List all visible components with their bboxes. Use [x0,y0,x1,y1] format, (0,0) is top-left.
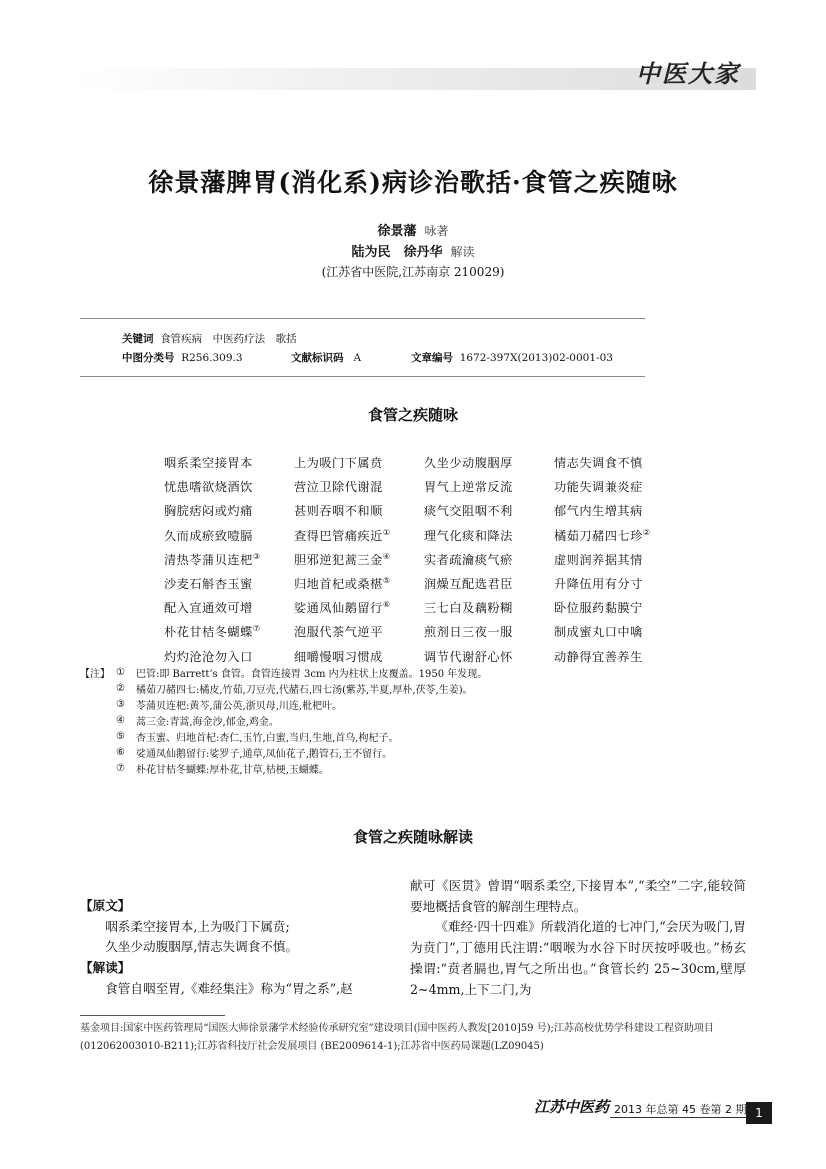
poem-verse: 润燥互配选君臣 [424,576,513,591]
poem-verse: 卧位服药黏膜宁 [554,601,643,616]
note-number: ⑤ [116,730,125,742]
footnote-marker: ③ [252,551,261,561]
poem-verse: 情志失调食不慎 [554,456,643,470]
note-number: ⑥ [116,746,125,758]
poem-verse: 功能失调兼炎症 [554,480,643,495]
poem-row [164,623,684,647]
poem-verse: 咽系柔空接胃本 [164,456,253,470]
poem-verse: 久而成瘀致噎膈 [164,528,253,543]
poem-verse: 胸脘痞闷或灼痛 [164,504,253,519]
footnote-marker: ① [382,527,391,537]
poem-verse: 调节代谢舒心怀 [424,649,513,664]
poem-verse: 胆邪逆犯蒿三金④ [294,551,391,567]
page-number: 1 [746,1102,772,1124]
body-paragraph: 《难经·四十四难》所载消化道的七冲门,“会厌为吸门,胃为贲门”,丁德用氏注谓:“咽喉为水谷下时厌按呼吸也。”杨玄操谓:“贲者膈也,胃气之所出也。”食管长约 25~30cm,壁厚 2~4mm,上下二门,为 [410,919,746,997]
keywords-label: 关键词 [122,333,154,345]
clc-label: 中图分类号 [122,352,175,364]
note-text: 巴管:即 Barrett’s 食管。食管连接胃 3cm 内为柱状上皮覆盖。1950 年发现。 [136,668,488,680]
poem-verse: 上为吸门下属贲 [294,456,383,470]
poem-block [164,454,684,672]
poem-verse: 朴花甘桔冬蝴蝶⑦ [164,624,261,640]
original-text-heading: 【原文】 [80,898,131,913]
poem-verse: 细嚼慢咽习惯成 [294,649,383,664]
meta-top-rule [80,318,645,319]
poem-verse: 归地首杞或桑椹⑤ [294,575,391,591]
footnote-marker: ⑦ [252,624,261,634]
poem-row [164,478,684,502]
poem-verse: 沙麦石斛杏玉蜜 [164,576,253,591]
poem-verse: 灼灼沧沧勿入口 [164,649,253,664]
clc-value: R256.309.3 [181,352,243,364]
poem-verse: 忧患嗜欲烧酒饮 [164,480,253,495]
note-number: ④ [116,714,125,726]
article-title: 徐景藩脾胃(消化系)病诊治歌括·食管之疾随咏 [148,168,678,197]
meta-bottom-rule [80,376,645,377]
poem-verse: 升降伍用有分寸 [554,576,643,591]
poem-row [164,575,684,599]
note-number: ② [116,682,125,694]
note-item [80,760,487,776]
body-paragraph: 食管自咽至胃,《难经集注》称为“胃之系”,赵 [105,980,353,996]
doc-label: 文献标识码 [291,352,344,364]
poem-row [164,551,684,575]
interpretation-heading: 【解读】 [80,960,131,976]
footnote-marker: ② [642,527,651,537]
note-text: 杏玉蜜、归地首杞:杏仁,玉竹,白蜜,当归,生地,首乌,枸杞子。 [136,732,399,744]
issue-info: 2013 年总第 45 卷第 2 期 [614,1103,747,1116]
poem-verse: 清热苓蒲贝连杷③ [164,551,261,567]
reading-heading: 食管之疾随咏解读 [352,828,473,846]
note-text: 娑通凤仙鹅留行:娑罗子,通草,凤仙花子,鹅管石,王不留行。 [136,748,393,760]
body-paragraph: 献可《医贯》曾谓“咽系柔空,下接胃本”,“柔空”二字,能较简要地概括食管的解剖生理特点。 [410,878,746,914]
verse-line: 久坐少动腹胭厚,情志失调食不慎。 [105,939,299,955]
article-label: 文章编号 [411,352,453,364]
keywords-line [122,331,297,346]
doc-value: A [353,352,362,364]
poem-verse: 三七白及藕粉糊 [424,601,513,616]
footnote-rule [80,1015,225,1016]
note-text: 蒿三金:青蒿,海金沙,郁金,鸡金。 [136,716,279,728]
author-name: 徐景藩 [377,224,417,239]
note-number: ⑦ [116,762,125,774]
poem-verse: 痰气交阻咽不利 [424,504,513,519]
author-name: 陆为民 徐丹华 [351,245,443,260]
left-column [80,896,416,1000]
author-line-2 [0,241,826,260]
note-number: ① [116,666,125,678]
note-text: 橘茹刀赭四七:橘皮,竹茹,刀豆壳,代赭石,四七汤(紫苏,半夏,厚朴,茯苓,生姜)。 [136,684,473,696]
poem-verse: 胃气上逆常反流 [424,480,513,495]
poem-verse: 理气化痰和降法 [424,528,513,543]
poem-verse: 郁气内生增其病 [554,504,643,519]
note-text: 朴花甘桔冬蝴蝶:厚朴花,甘草,桔梗,玉蝴蝶。 [136,764,329,776]
footnote-marker: ⑥ [382,600,391,610]
footnote-marker: ⑤ [382,575,391,585]
author-role: 解读 [450,245,475,259]
note-item [80,664,487,680]
poem-row [164,454,684,478]
note-number: ③ [116,698,125,710]
poem-verse: 煎剂日三夜一服 [424,625,513,640]
article-value: 1672-397X(2013)02-0001-03 [459,352,613,364]
poem-verse: 虚则润养据其情 [554,552,643,567]
footnote-marker: ④ [382,551,391,561]
article-number-line [411,350,613,365]
note-item [80,712,487,728]
poem-verse: 橘茹刀赭四七珍② [554,527,651,543]
poem-verse: 配入宣通效可增 [164,601,253,616]
poem-verse: 动静得宜善养生 [554,649,643,664]
poem-heading: 食管之疾随咏 [367,406,458,424]
author-role: 咏著 [424,224,449,238]
journal-brand: 江苏中医药 [534,1098,610,1116]
note-item [80,728,487,744]
poem-row [164,599,684,623]
poem-verse: 娑通凤仙鹅留行⑥ [294,600,391,616]
poem-verse: 实者疏瀹痰气瘀 [424,552,513,567]
note-item [80,696,487,712]
classification-line [122,350,243,365]
poem-verse: 泡服代茶气逆平 [294,625,383,640]
doc-code-line [291,350,361,365]
note-lead: 【注】 [80,668,110,680]
poem-verse: 制成蜜丸口中噙 [554,625,643,640]
note-item [80,680,487,696]
footer-rule [610,1117,746,1118]
poem-verse: 查得巴管痛疾近① [294,527,391,543]
poem-verse: 营泣卫除代谢混 [294,480,383,495]
journal-section-tag: 中医大家 [636,59,740,88]
note-item [80,744,487,760]
affiliation: (江苏省中医院,江苏南京 210029) [321,265,505,279]
notes-block [80,664,487,776]
poem-row [164,527,684,551]
keywords-value: 食管疾病 中医药疗法 歌括 [160,333,297,345]
poem-verse: 久坐少动腹胭厚 [424,456,513,470]
verse-line: 咽系柔空接胃本,上为吸门下属贲; [105,918,290,934]
poem-verse: 甚则吞咽不和顺 [294,504,383,519]
author-line-1 [0,220,826,239]
funding-footnote: 基金项目:国家中医药管理局“国医大师徐景藩学术经验传承研究室”建设项目(国中医药人教发[2010]59 号);江苏高校优势学科建设工程资助项目 (012062003010-B211);江苏省科技厅社会发展项目 (BE2009614-1);江苏省中医药局课题(LZ09045) [80,1023,714,1052]
poem-row [164,502,684,526]
note-text: 苓蒲贝连杷:黄芩,蒲公英,浙贝母,川连,枇杷叶。 [136,700,343,712]
right-column [410,876,746,1000]
